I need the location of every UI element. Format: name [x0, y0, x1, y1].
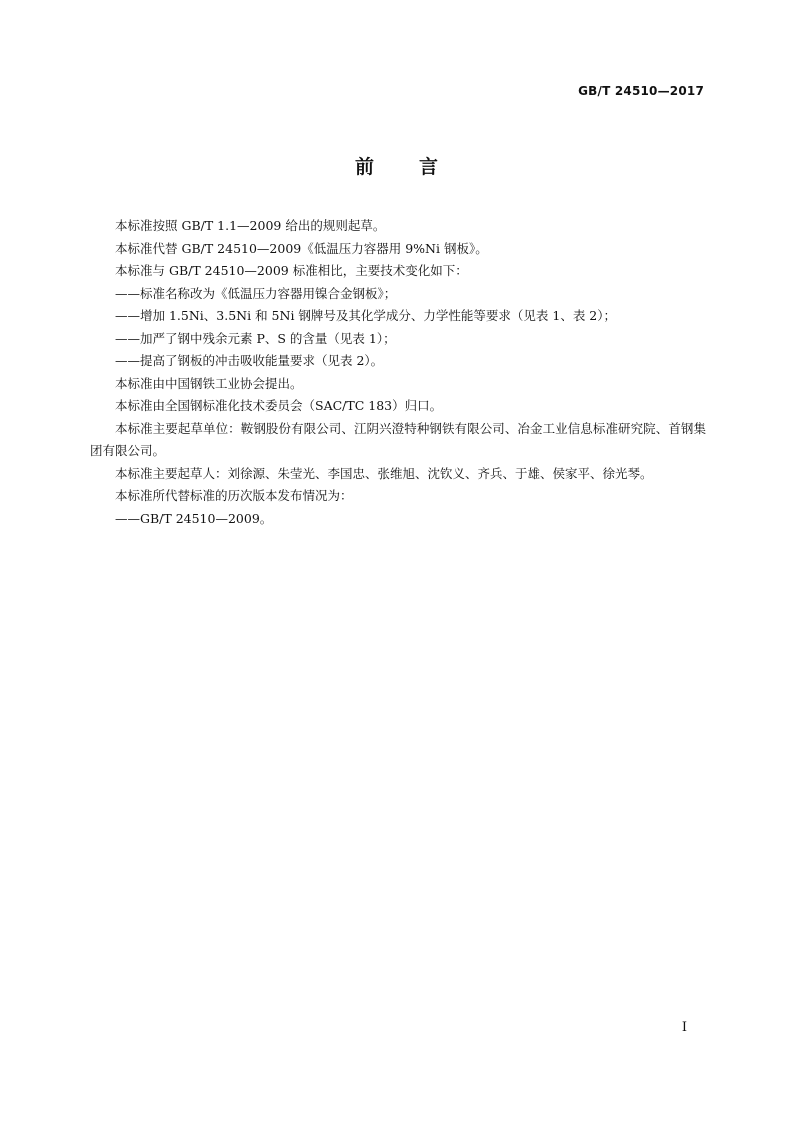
title-char-2: 言 — [419, 156, 440, 178]
paragraph-history-intro: 本标准所代替标准的历次版本发布情况为： — [115, 488, 353, 503]
paragraph-drafting-units: 本标准主要起草单位：鞍钢股份有限公司、江阴兴澄特种钢铁有限公司、冶金工业信息标准研究院、首钢集团有限公司。 — [90, 420, 706, 458]
title-char-1: 前 — [354, 156, 375, 178]
paragraph-replaces: 本标准代替 GB/T 24510—2009《低温压力容器用 9%Ni 钢板》。 — [115, 240, 488, 256]
change-item-residuals: ——加严了钢中残余元素 P、S 的含量（见表 1）； — [115, 330, 396, 346]
standard-code: GB/T 24510—2017 — [578, 84, 704, 98]
change-item-name: ——标准名称改为《低温压力容器用镍合金钢板》； — [115, 285, 397, 301]
paragraph-proposed-by: 本标准由中国钢铁工业协会提出。 — [115, 375, 303, 391]
change-item-impact: ——提高了钢板的冲击吸收能量要求（见表 2）。 — [115, 353, 384, 368]
paragraph-changes-intro: 本标准与 GB/T 24510—2009 标准相比，主要技术变化如下： — [115, 263, 468, 278]
page-number: I — [681, 1020, 687, 1035]
page-title — [0, 152, 794, 179]
foreword-body — [90, 215, 706, 530]
paragraph-centralized-by: 本标准由全国钢标准化技术委员会（SAC/TC 183）归口。 — [115, 398, 443, 413]
change-item-grades: ——增加 1.5Ni、3.5Ni 和 5Ni 钢牌号及其化学成分、力学性能等要求（见表 1、表 2）； — [115, 308, 617, 323]
paragraph-drafting-rules: 本标准按照 GB/T 1.1—2009 给出的规则起草。 — [115, 218, 386, 233]
paragraph-drafters: 本标准主要起草人：刘徐源、朱莹光、李国忠、张维旭、沈钦义、齐兵、于雄、侯家平、徐光琴。 — [115, 465, 653, 481]
history-item: ——GB/T 24510—2009。 — [115, 510, 273, 526]
